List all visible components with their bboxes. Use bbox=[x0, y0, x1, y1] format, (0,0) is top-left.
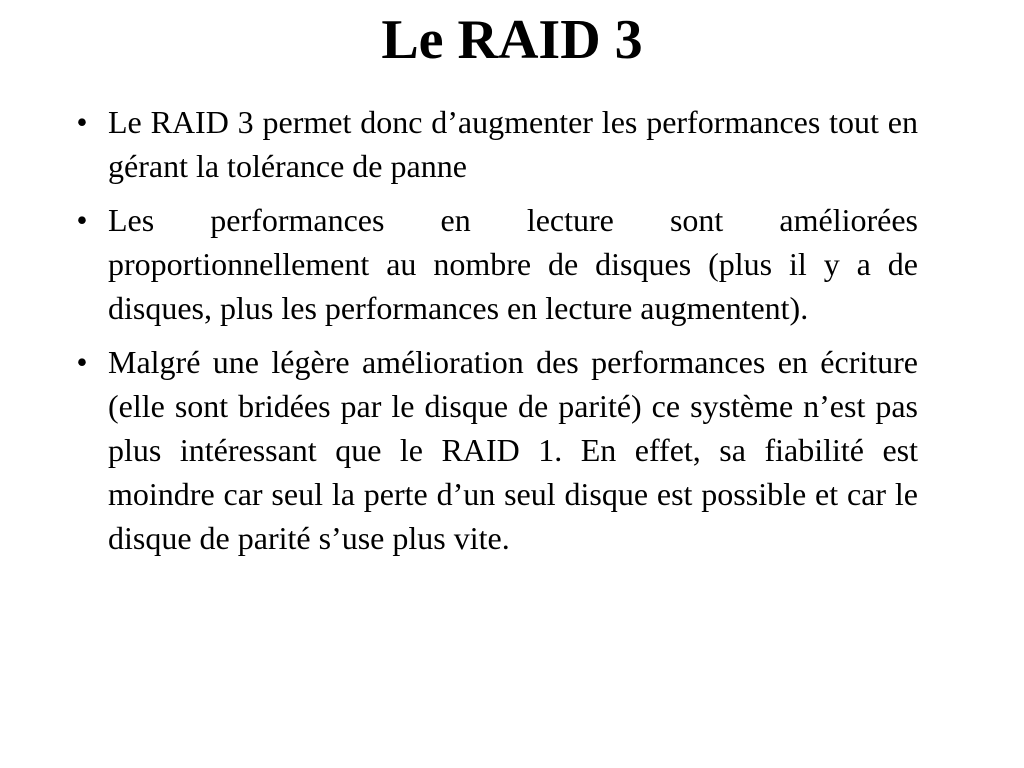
slide-title: Le RAID 3 bbox=[381, 9, 643, 71]
bullet-text: Les performances en lecture sont améliorées proportionnellement au nombre de disques (plus il y a de disques, plus les performances en lecture augmentent). bbox=[108, 202, 918, 326]
bullet-text: Malgré une légère amélioration des performances en écriture (elle sont bridées par le disque de parité) ce système n’est pas plus intéressant que le RAID 1. En effet, sa fiabilité est moindre car seul la perte d’un seul disque est possible et car le disque de parité s’use plus vite. bbox=[108, 344, 918, 556]
bullet-item bbox=[70, 340, 918, 560]
bullet-icon: • bbox=[76, 104, 88, 140]
bullet-item bbox=[70, 100, 918, 188]
bullet-text: Le RAID 3 permet donc d’augmenter les performances tout en gérant la tolérance de panne bbox=[108, 104, 918, 184]
bullet-icon: • bbox=[76, 202, 88, 238]
bullet-list bbox=[70, 100, 918, 570]
bullet-icon: • bbox=[76, 344, 88, 380]
bullet-item bbox=[70, 198, 918, 330]
